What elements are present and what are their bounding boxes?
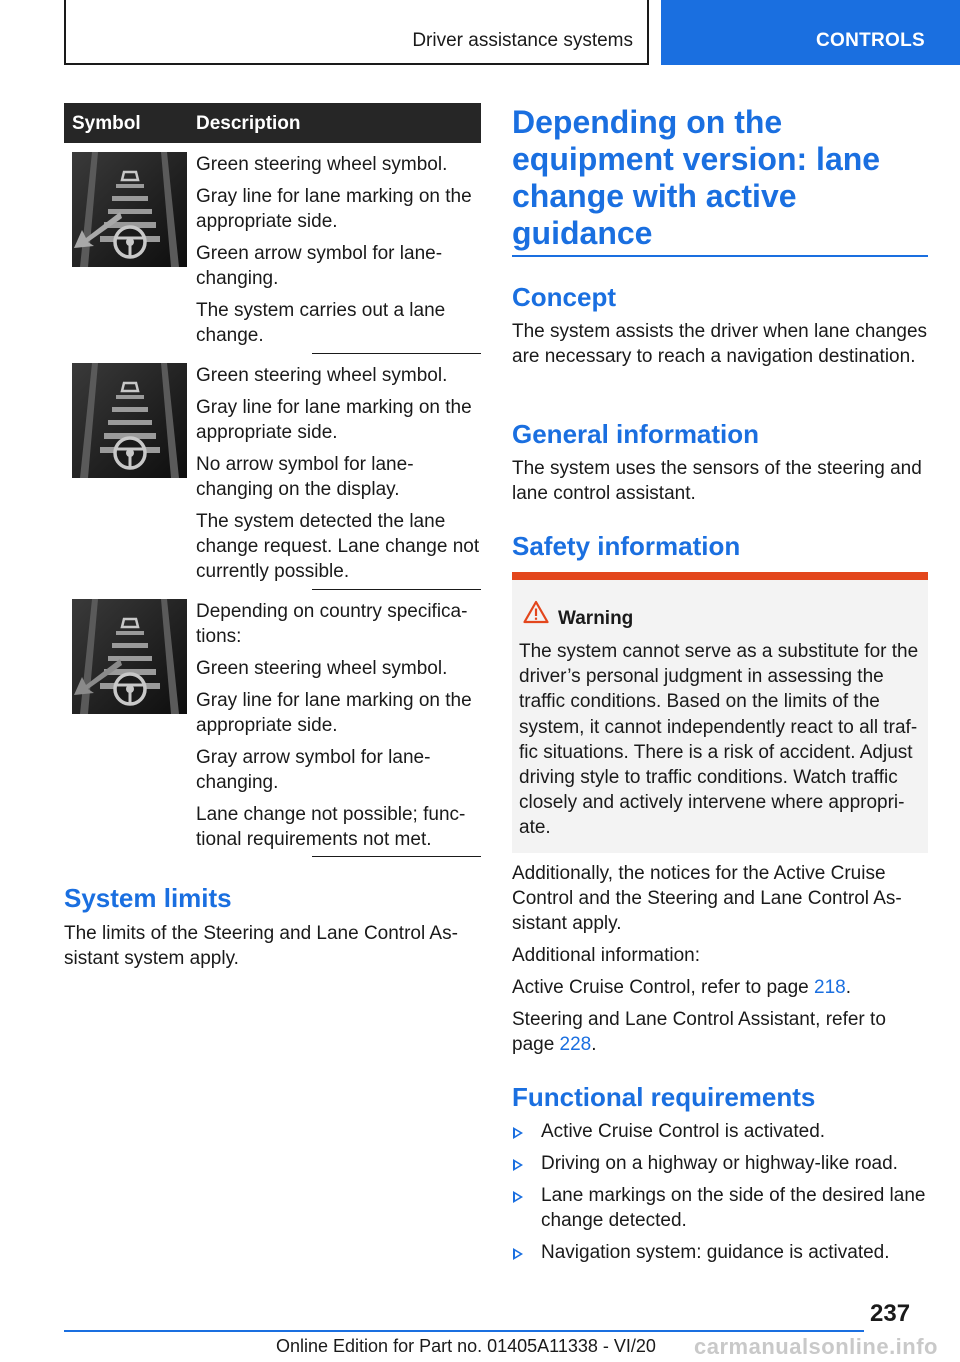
general-information-text: The system uses the sensors of the steering and lane control assistant. <box>512 458 922 504</box>
list-item <box>512 1151 930 1176</box>
page-number: 237 <box>870 1300 911 1327</box>
acc-reference-text: Active Cruise Control, refer to page <box>512 977 815 998</box>
page-link-218[interactable]: 218 <box>814 977 846 998</box>
lane-change-steering-wheel-arrow-icon <box>72 152 187 267</box>
list-item-text: Active Cruise Control is activated. <box>541 1121 826 1142</box>
warning-text: The system cannot serve as a substitute for the driver’s personal judgment in assessing the traffic conditions. Based on the limits of the system, it cannot independently react to all traf-fic situations. There is a risk of accident. Adjust driving style to traffic conditions. Watch traffic closely and actively intervene where appropri-ate. <box>519 641 919 839</box>
row-divider <box>312 856 481 857</box>
period: . <box>591 1034 597 1055</box>
symbol-table <box>64 103 481 857</box>
column-header-symbol: Symbol <box>72 113 141 134</box>
safety-information-heading: Safety information <box>512 531 741 561</box>
title-divider <box>512 255 928 257</box>
header-controls-tab <box>661 0 960 65</box>
system-limits-text: The limits of the Steering and Lane Control As-sistant system apply. <box>64 923 458 969</box>
watermark: carmanualsonline.info <box>694 1334 938 1359</box>
header-section-title: Driver assistance systems <box>412 30 633 51</box>
footer-edition: Online Edition for Part no. 01405A11338 - VI/20 <box>276 1336 656 1356</box>
footer-divider <box>64 1330 864 1332</box>
triangle-bullet-icon <box>513 1159 523 1171</box>
slca-reference-text: Steering and Lane Control Assistant, refer to page <box>512 1009 886 1055</box>
slca-reference <box>512 1007 928 1057</box>
concept-heading: Concept <box>512 282 616 312</box>
row-description-line: Depending on country specifica-tions: <box>196 601 468 647</box>
list-item <box>512 1240 930 1265</box>
list-item-text: Lane markings on the side of the desired lane change detected. <box>541 1185 926 1231</box>
row-description-line: The system carries out a lane change. <box>196 300 446 346</box>
triangle-bullet-icon <box>513 1127 523 1139</box>
triangle-bullet-icon <box>513 1248 523 1260</box>
functional-requirements-heading: Functional requirements <box>512 1082 816 1112</box>
list-item <box>512 1183 930 1233</box>
header-tab-label: CONTROLS <box>816 30 926 51</box>
page-link-228[interactable]: 228 <box>559 1034 592 1055</box>
row-description-line: No arrow symbol for lane-changing on the display. <box>196 454 414 500</box>
row-description-line: Green steering wheel symbol. <box>196 658 448 679</box>
additional-notice-text: Additionally, the notices for the Active Cruise Control and the Steering and Lane Control As-sistant apply. <box>512 863 902 934</box>
row-description-line: Green steering wheel symbol. <box>196 154 448 175</box>
lane-change-steering-wheel-icon <box>72 363 187 478</box>
general-information-heading: General information <box>512 419 760 449</box>
row-description-line: Lane change not possible; func-tional requirements not met. <box>196 804 466 850</box>
functional-requirements-list <box>512 1119 930 1272</box>
table-row <box>64 143 481 354</box>
list-item-text: Driving on a highway or highway-like road. <box>541 1153 898 1174</box>
table-row <box>64 354 481 590</box>
table-header <box>64 103 481 143</box>
row-description-line: The system detected the lane change request. Lane change not currently possible. <box>196 511 480 582</box>
list-item <box>512 1119 930 1144</box>
row-description-line: Green arrow symbol for lane-changing. <box>196 243 443 289</box>
header-section-box <box>64 0 649 65</box>
acc-reference <box>512 975 851 1000</box>
row-description-line: Green steering wheel symbol. <box>196 365 448 386</box>
row-description-line: Gray line for lane marking on the appropriate side. <box>196 186 472 232</box>
warning-triangle-icon <box>523 600 549 624</box>
lane-change-steering-wheel-gray-arrow-icon <box>72 599 187 714</box>
warning-title: Warning <box>558 608 634 629</box>
table-row <box>64 590 481 857</box>
column-header-description: Description <box>196 113 301 134</box>
row-description-line: Gray line for lane marking on the appropriate side. <box>196 397 472 443</box>
period: . <box>845 977 852 998</box>
warning-box <box>512 572 928 853</box>
concept-text: The system assists the driver when lane changes are necessary to reach a navigation destination. <box>512 321 928 367</box>
triangle-bullet-icon <box>513 1191 523 1203</box>
list-item-text: Navigation system: guidance is activated. <box>541 1242 890 1263</box>
row-description-line: Gray arrow symbol for lane-changing. <box>196 747 431 793</box>
row-description-line: Gray line for lane marking on the appropriate side. <box>196 690 472 736</box>
additional-information-label: Additional information: <box>512 945 700 966</box>
page-title: Depending on the equipment version: lane change with active guidance <box>512 104 881 251</box>
system-limits-heading: System limits <box>64 883 232 913</box>
